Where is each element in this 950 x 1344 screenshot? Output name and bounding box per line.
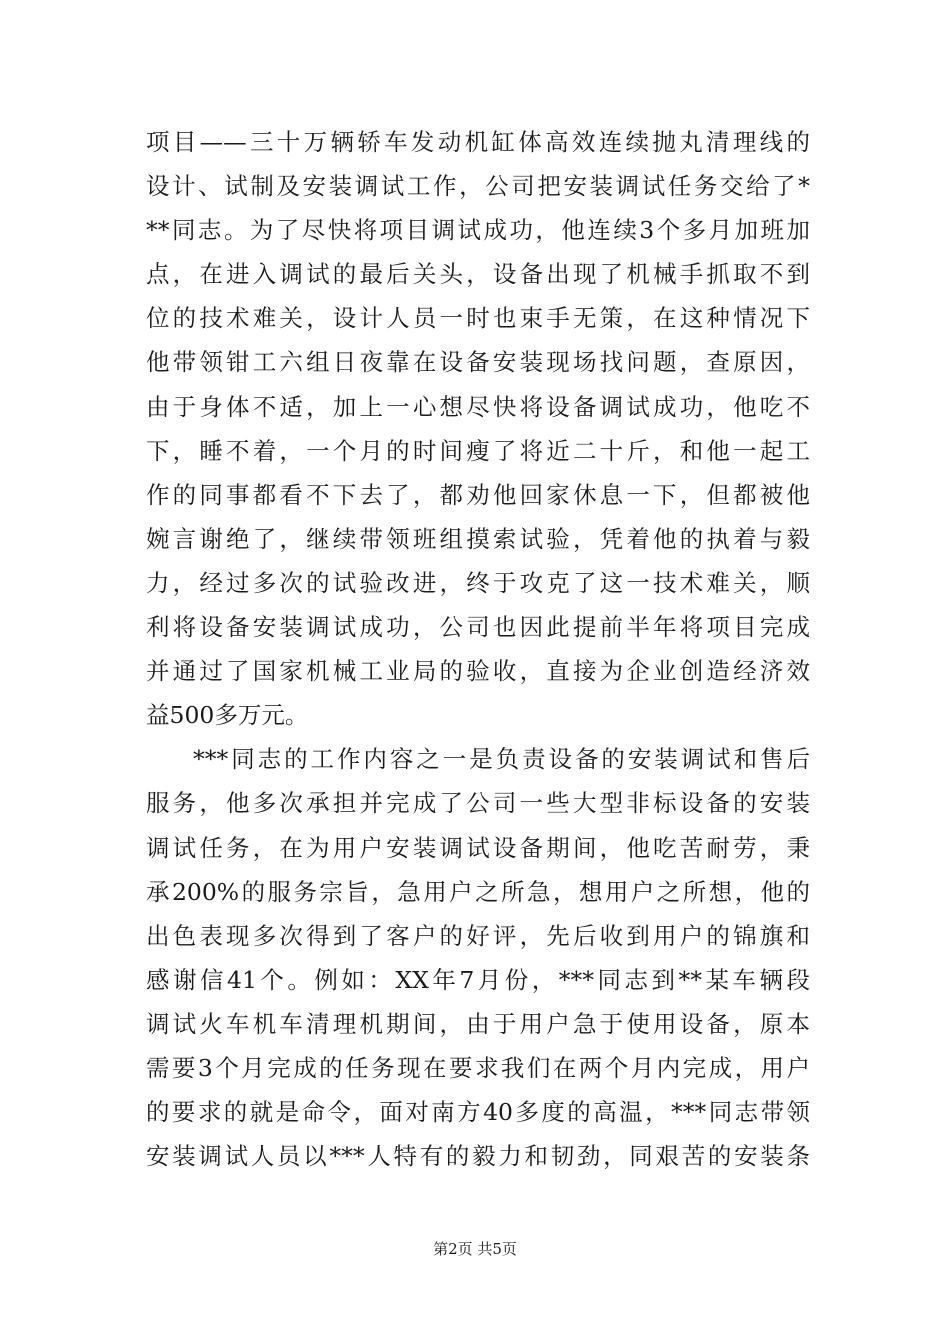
text-line: 安装调试人员以***人特有的毅力和韧劲，同艰苦的安装条 [146, 1142, 810, 1171]
text-line: 感谢信41个。例如：XX年7月份，***同志到**某车辆段 [146, 965, 810, 994]
text-line: 婉言谢绝了，继续带领班组摸索试验，凭着他的执着与毅 [146, 524, 810, 553]
paragraph-1 [146, 120, 810, 737]
text-line: 点，在进入调试的最后关头，设备出现了机械手抓取不到 [146, 260, 810, 289]
text-line: 需要3个月完成的任务现在要求我们在两个月内完成，用户 [146, 1053, 810, 1082]
text-line: 益500多万元。 [146, 701, 309, 730]
text-line: 调试任务，在为用户安装调试设备期间，他吃苦耐劳，秉 [146, 833, 810, 862]
text-line: 力，经过多次的试验改进，终于攻克了这一技术难关，顺 [146, 568, 810, 597]
paragraph-2 [146, 737, 810, 1178]
body-text [146, 120, 810, 1178]
text-line: ***同志的工作内容之一是负责设备的安装调试和售后 [193, 745, 810, 774]
text-line: 他带领钳工六组日夜靠在设备安装现场找问题，查原因， [146, 348, 810, 377]
text-line: 位的技术难关，设计人员一时也束手无策，在这种情况下 [146, 304, 810, 333]
text-line: 项目——三十万辆轿车发动机缸体高效连续抛丸清理线的 [146, 128, 810, 156]
text-line: 由于身体不适，加上一心想尽快将设备调试成功，他吃不 [146, 392, 810, 421]
text-line: **同志。为了尽快将项目调试成功，他连续3个多月加班加 [146, 216, 810, 245]
text-line: 下，睡不着，一个月的时间瘦了将近二十斤，和他一起工 [146, 436, 810, 465]
page-number-footer: 第2页 共5页 [433, 1240, 517, 1258]
text-line: 利将设备安装调试成功，公司也因此提前半年将项目完成 [146, 613, 810, 642]
text-line: 并通过了国家机械工业局的验收，直接为企业创造经济效 [146, 657, 810, 686]
text-line: 的要求的就是命令，面对南方40多度的高温，***同志带领 [146, 1098, 810, 1127]
text-line: 出色表现多次得到了客户的好评，先后收到用户的锦旗和 [146, 921, 810, 950]
text-line: 调试火车机车清理机期间，由于用户急于使用设备，原本 [146, 1009, 810, 1038]
text-line: 服务，他多次承担并完成了公司一些大型非标设备的安装 [146, 789, 810, 818]
text-line: 承200%的服务宗旨，急用户之所急，想用户之所想，他的 [146, 877, 810, 906]
text-line: 设计、试制及安装调试工作，公司把安装调试任务交给了* [146, 172, 810, 201]
text-line: 作的同事都看不下去了，都劝他回家休息一下，但都被他 [146, 480, 810, 509]
